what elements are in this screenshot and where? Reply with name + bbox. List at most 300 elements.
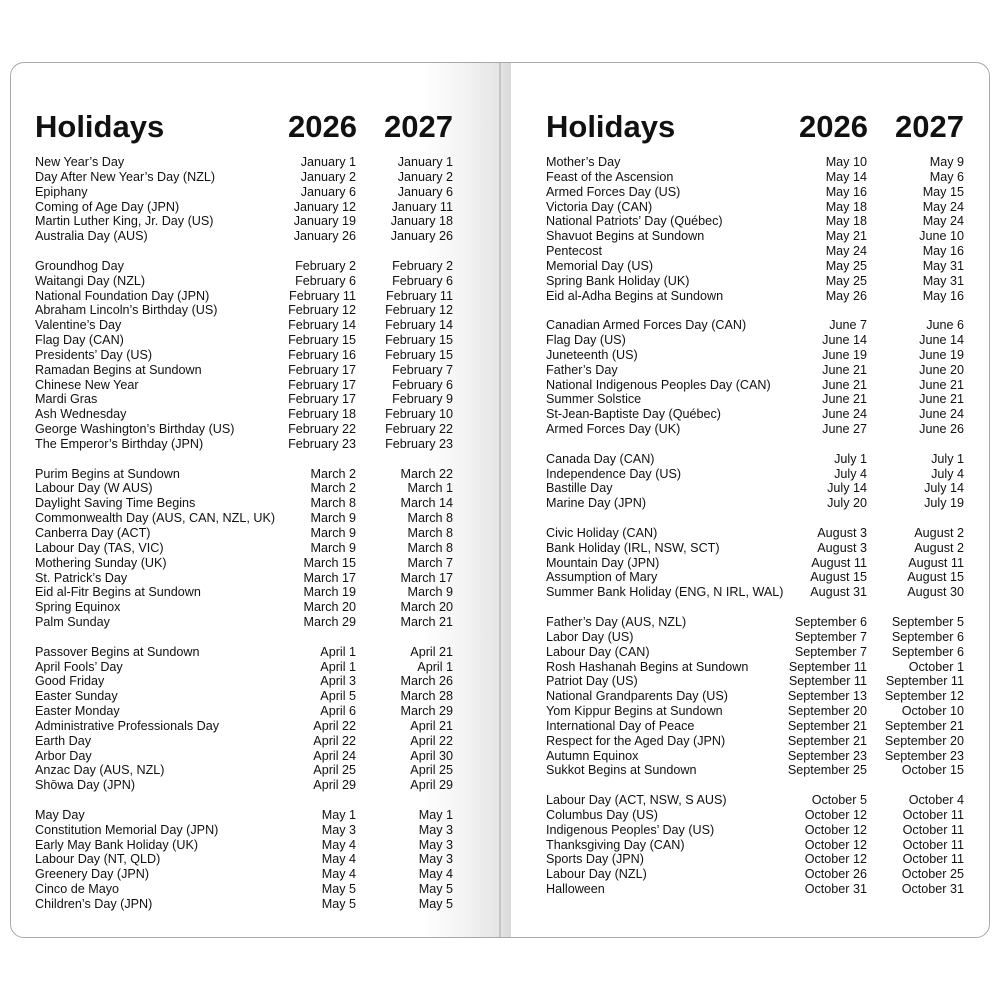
date-2026: May 25 [825,273,867,288]
holiday-name: Labour Day (TAS, VIC) [35,540,164,555]
holiday-row [35,318,453,333]
date-2027: May 4 [418,867,453,882]
date-2026: January 12 [293,199,356,214]
date-2026: February 11 [289,288,356,303]
holiday-name: Eid al-Adha Begins at Sundown [546,288,724,303]
holiday-row [35,808,453,823]
date-2026: September 23 [787,748,867,763]
date-2026: February 14 [288,318,356,333]
holiday-row [35,467,453,482]
date-2026: July 4 [834,466,867,481]
date-2026: March 2 [310,466,356,481]
holiday-row [546,719,964,734]
date-2026: February 12 [288,303,356,318]
date-2027: May 24 [922,199,964,214]
holiday-row [35,437,453,452]
holiday-name: Indigenous Peoples’ Day (US) [546,822,715,837]
date-2027: January 2 [397,169,453,184]
date-2027: June 24 [919,407,964,422]
date-2026: October 12 [804,807,867,822]
date-2027: April 1 [417,659,453,674]
date-2027: February 22 [385,422,453,437]
holiday-name: Sukkot Begins at Sundown [546,763,697,778]
holiday-name: Labor Day (US) [546,629,634,644]
holiday-name: The Emperor’s Birthday (JPN) [35,436,204,451]
year-2027-heading: 2027 [895,109,964,144]
holiday-row [35,541,453,556]
date-2027: May 31 [922,258,964,273]
date-2027: June 10 [919,229,964,244]
date-2027: May 5 [418,882,453,897]
date-2026: June 24 [822,407,867,422]
holiday-name: Armed Forces Day (UK) [546,422,681,437]
date-2026: April 25 [313,763,356,778]
holiday-name: Autumn Equinox [546,748,639,763]
holiday-row [546,689,964,704]
page-title: Holidays [35,109,165,144]
date-2026: August 11 [811,555,867,570]
date-2027: May 3 [418,852,453,867]
holiday-row [35,155,453,170]
date-2026: June 7 [829,318,867,333]
holiday-row [546,852,964,867]
holiday-name: Civic Holiday (CAN) [546,525,658,540]
date-2027: May 31 [922,273,964,288]
holiday-row [546,289,964,304]
holiday-name: Canada Day (CAN) [546,451,655,466]
date-2026: January 26 [293,229,356,244]
date-2026: April 22 [313,718,356,733]
date-2026: February 2 [295,258,356,273]
date-2027: October 11 [902,852,964,867]
date-2027: February 7 [392,362,453,377]
holiday-row [546,378,964,393]
holiday-row [35,882,453,897]
holiday-row [546,585,964,600]
holiday-name: Summer Bank Holiday (ENG, N IRL, WAL) [546,585,784,600]
date-2026: June 19 [822,347,867,362]
date-2026: May 25 [825,258,867,273]
holiday-row [35,526,453,541]
holiday-row [546,200,964,215]
date-2027: February 10 [385,407,453,422]
holiday-row [546,749,964,764]
date-2026: October 12 [804,822,867,837]
holiday-row [546,407,964,422]
holiday-row [546,526,964,541]
holiday-name: Arbor Day [35,748,92,763]
date-2027: October 1 [908,659,964,674]
holiday-name: Father’s Day (AUS, NZL) [546,614,687,629]
date-2026: July 14 [827,481,867,496]
date-2027: October 4 [908,793,964,808]
holiday-name: Labour Day (CAN) [546,644,650,659]
holiday-name: Flag Day (US) [546,333,626,348]
holiday-row [35,422,453,437]
date-2026: February 6 [295,273,356,288]
date-2027: August 15 [907,570,964,585]
holiday-row [35,229,453,244]
date-2026: March 29 [303,615,356,630]
date-2026: September 20 [787,704,867,719]
binding-spine [499,63,501,937]
holiday-name: Ash Wednesday [35,407,127,422]
date-2027: September 21 [884,718,964,733]
date-2026: March 20 [303,600,356,615]
holiday-name: Labour Day (ACT, NSW, S AUS) [546,793,727,808]
date-2026: May 1 [321,807,356,822]
date-2026: March 9 [310,526,356,540]
date-2027: October 11 [902,807,964,822]
holiday-row [35,185,453,200]
holiday-name: Summer Solstice [546,392,642,407]
date-2027: March 29 [400,704,453,719]
date-2027: February 11 [386,288,453,303]
holiday-name: Pentecost [546,244,603,259]
date-2026: May 18 [825,214,867,229]
holiday-name: Independence Day (US) [546,466,682,481]
holiday-name: May Day [35,807,85,822]
date-2026: June 27 [822,422,867,437]
date-2026: May 18 [825,199,867,214]
holiday-name: Bank Holiday (IRL, NSW, SCT) [546,540,720,555]
holiday-row [546,259,964,274]
date-2026: May 4 [321,852,356,867]
date-2027: June 20 [919,362,964,377]
date-2027: February 6 [392,377,453,392]
date-2027: June 26 [919,422,964,437]
date-2026: August 15 [810,570,867,585]
date-2027: October 11 [902,837,964,852]
holiday-name: Father’s Day [546,362,618,377]
date-2027: May 9 [929,155,964,169]
date-2026: July 20 [827,496,867,511]
date-2026: August 3 [817,540,867,555]
holiday-row [546,734,964,749]
holiday-row [35,660,453,675]
date-2026: March 9 [310,540,356,555]
date-2026: May 3 [321,822,356,837]
date-2027: April 29 [410,778,453,793]
date-2027: June 21 [919,377,964,392]
holiday-name: Patriot Day (US) [546,674,638,689]
date-2026: July 1 [834,451,867,466]
month-group [546,452,964,511]
holiday-name: Easter Monday [35,704,120,719]
holiday-row [546,882,964,897]
date-2026: January 19 [293,214,356,229]
date-2027: March 26 [400,674,453,689]
planner-spread [10,62,990,938]
holiday-name: Spring Bank Holiday (UK) [546,273,690,288]
date-2027: August 11 [908,555,964,570]
date-2027: January 11 [391,199,453,214]
date-2026: February 17 [288,392,356,407]
date-2026: May 26 [825,288,867,303]
date-2026: February 15 [288,333,356,348]
date-2026: September 13 [787,689,867,704]
holiday-name: Mardi Gras [35,392,98,407]
date-2027: May 16 [922,288,964,303]
year-2027-heading: 2027 [384,109,453,144]
date-2026: September 7 [794,629,867,644]
holiday-row [35,719,453,734]
holiday-name: Abraham Lincoln’s Birthday (US) [35,303,218,318]
date-2027: March 20 [400,600,453,615]
holiday-row [35,511,453,526]
holiday-name: Constitution Memorial Day (JPN) [35,822,219,837]
holiday-name: Cinco de Mayo [35,882,119,897]
date-2027: April 30 [410,748,453,763]
holiday-row [546,155,964,170]
holiday-name: St-Jean-Baptiste Day (Québec) [546,407,721,422]
date-2026: June 21 [822,362,867,377]
date-2026: May 10 [825,155,867,169]
holiday-row [35,274,453,289]
holiday-row [35,689,453,704]
holiday-row [35,303,453,318]
date-2027: May 3 [418,822,453,837]
page-title: Holidays [546,109,676,144]
holiday-name: Mothering Sunday (UK) [35,555,167,570]
date-2027: February 12 [385,303,453,318]
holiday-row [35,823,453,838]
holiday-name: Shavuot Begins at Sundown [546,229,705,244]
date-2027: September 6 [891,629,964,644]
date-2026: April 3 [320,674,356,689]
holiday-row [35,289,453,304]
holiday-name: National Indigenous Peoples Day (CAN) [546,377,771,392]
holiday-row [546,496,964,511]
holiday-name: Greenery Day (JPN) [35,867,150,882]
date-2027: June 19 [919,347,964,362]
holiday-row [35,496,453,511]
date-2026: February 18 [288,407,356,422]
holiday-row [546,318,964,333]
holiday-name: Columbus Day (US) [546,807,658,822]
date-2026: September 25 [787,763,867,778]
date-2026: June 21 [822,392,867,407]
holiday-name: Groundhog Day [35,258,124,273]
year-2026-heading: 2026 [799,109,868,144]
holiday-row [35,674,453,689]
date-2027: September 5 [891,614,964,629]
holiday-name: Spring Equinox [35,600,121,615]
date-2026: October 12 [804,837,867,852]
holiday-row [546,274,964,289]
date-2027: February 14 [385,318,453,333]
date-2027: July 4 [931,466,964,481]
month-group [35,259,453,452]
holiday-row [35,200,453,215]
date-2026: October 5 [811,793,867,808]
holiday-row [546,229,964,244]
date-2026: September 11 [788,674,867,689]
holiday-name: Assumption of Mary [546,570,658,585]
holiday-name: Commonwealth Day (AUS, CAN, NZL, UK) [35,511,276,526]
holiday-row [546,570,964,585]
holiday-name: Administrative Professionals Day [35,718,220,733]
holiday-name: Labour Day (NZL) [546,867,647,882]
holiday-name: Bastille Day [546,481,613,496]
holiday-name: New Year’s Day [35,155,125,169]
date-2027: March 21 [400,615,453,630]
holiday-row [546,481,964,496]
holiday-row [546,333,964,348]
holiday-row [35,852,453,867]
holiday-row [546,363,964,378]
date-2026: January 1 [300,155,356,169]
holiday-name: Canberra Day (ACT) [35,526,151,540]
holiday-name: Mountain Day (JPN) [546,555,660,570]
date-2027: September 6 [891,644,964,659]
date-2026: September 21 [787,718,867,733]
holiday-name: Day After New Year’s Day (NZL) [35,169,216,184]
date-2027: October 10 [901,704,964,719]
holiday-row [546,452,964,467]
holiday-name: Respect for the Aged Day (JPN) [546,733,726,748]
holiday-row [35,778,453,793]
date-2026: March 8 [310,496,356,511]
left-page-header [35,109,453,155]
holiday-name: Feast of the Ascension [546,169,674,184]
month-group [546,318,964,437]
date-2027: February 15 [385,333,453,348]
holiday-name: Victoria Day (CAN) [546,199,653,214]
holiday-name: Purim Begins at Sundown [35,466,180,481]
holiday-row [546,823,964,838]
date-2027: February 15 [385,347,453,362]
date-2027: May 15 [922,184,964,199]
holiday-row [546,185,964,200]
holiday-name: St. Patrick’s Day [35,570,128,585]
date-2027: March 9 [407,585,453,600]
date-2026: May 5 [321,897,356,911]
right-page [546,109,964,912]
month-group [546,793,964,897]
date-2026: October 26 [804,867,867,882]
holiday-name: International Day of Peace [546,718,695,733]
holiday-list-left [35,155,453,912]
holiday-row [546,660,964,675]
holiday-row [35,170,453,185]
holiday-name: Rosh Hashanah Begins at Sundown [546,659,749,674]
holiday-name: National Foundation Day (JPN) [35,288,210,303]
holiday-name: Earth Day [35,733,91,748]
date-2027: April 21 [410,644,453,659]
holiday-name: Palm Sunday [35,615,110,630]
date-2027: March 7 [407,555,453,570]
holiday-name: Eid al-Fitr Begins at Sundown [35,585,201,600]
holiday-name: Early May Bank Holiday (UK) [35,837,199,852]
holiday-name: Australia Day (AUS) [35,229,148,244]
date-2026: March 9 [310,511,356,526]
date-2026: October 12 [804,852,867,867]
date-2026: March 17 [303,570,356,585]
holiday-row [546,467,964,482]
date-2026: September 7 [794,644,867,659]
holiday-name: Marine Day (JPN) [546,496,647,511]
holiday-row [35,481,453,496]
holiday-row [35,392,453,407]
holiday-name: Memorial Day (US) [546,258,654,273]
date-2027: September 20 [884,733,964,748]
date-2027: March 17 [400,570,453,585]
holiday-row [35,571,453,586]
date-2027: March 8 [407,540,453,555]
date-2026: October 31 [804,882,867,897]
date-2026: January 2 [300,169,356,184]
date-2027: April 22 [410,733,453,748]
date-2026: February 17 [288,377,356,392]
holiday-row [35,897,453,912]
date-2027: March 14 [400,496,453,511]
date-2027: August 30 [907,585,964,600]
holiday-row [35,214,453,229]
holiday-row [35,333,453,348]
holiday-row [546,556,964,571]
date-2026: May 16 [825,184,867,199]
date-2026: June 21 [822,377,867,392]
holiday-row [35,749,453,764]
left-page [35,109,453,927]
date-2026: May 21 [825,229,867,244]
holiday-row [546,808,964,823]
holiday-row [35,763,453,778]
date-2026: February 17 [288,362,356,377]
holiday-row [35,615,453,630]
holiday-name: National Grandparents Day (US) [546,689,728,704]
holiday-name: National Patriots’ Day (Québec) [546,214,723,229]
holiday-name: Shōwa Day (JPN) [35,778,136,793]
date-2026: April 1 [320,659,356,674]
holiday-name: Sports Day (JPN) [546,852,644,867]
holiday-row [546,867,964,882]
holiday-name: Armed Forces Day (US) [546,184,681,199]
holiday-row [546,244,964,259]
month-group [35,155,453,244]
date-2027: September 23 [884,748,964,763]
holiday-row [35,556,453,571]
holiday-row [35,378,453,393]
holiday-row [35,600,453,615]
holiday-name: April Fools’ Day [35,659,123,674]
month-group [35,645,453,793]
date-2027: May 6 [929,169,964,184]
date-2026: March 19 [303,585,356,600]
holiday-list-right [546,155,964,897]
holiday-row [546,838,964,853]
date-2027: February 23 [385,436,453,451]
date-2026: May 24 [825,244,867,259]
date-2027: June 21 [919,392,964,407]
date-2027: April 21 [410,718,453,733]
date-2026: August 3 [817,525,867,540]
date-2027: February 2 [392,258,453,273]
holiday-name: Coming of Age Day (JPN) [35,199,180,214]
month-group [35,808,453,912]
date-2026: June 14 [822,333,867,348]
date-2027: October 25 [901,867,964,882]
holiday-row [35,259,453,274]
holiday-name: Valentine’s Day [35,318,122,333]
holiday-row [35,867,453,882]
holiday-row [546,630,964,645]
date-2027: August 2 [914,525,964,540]
date-2026: September 21 [787,733,867,748]
date-2027: April 25 [410,763,453,778]
holiday-row [35,734,453,749]
